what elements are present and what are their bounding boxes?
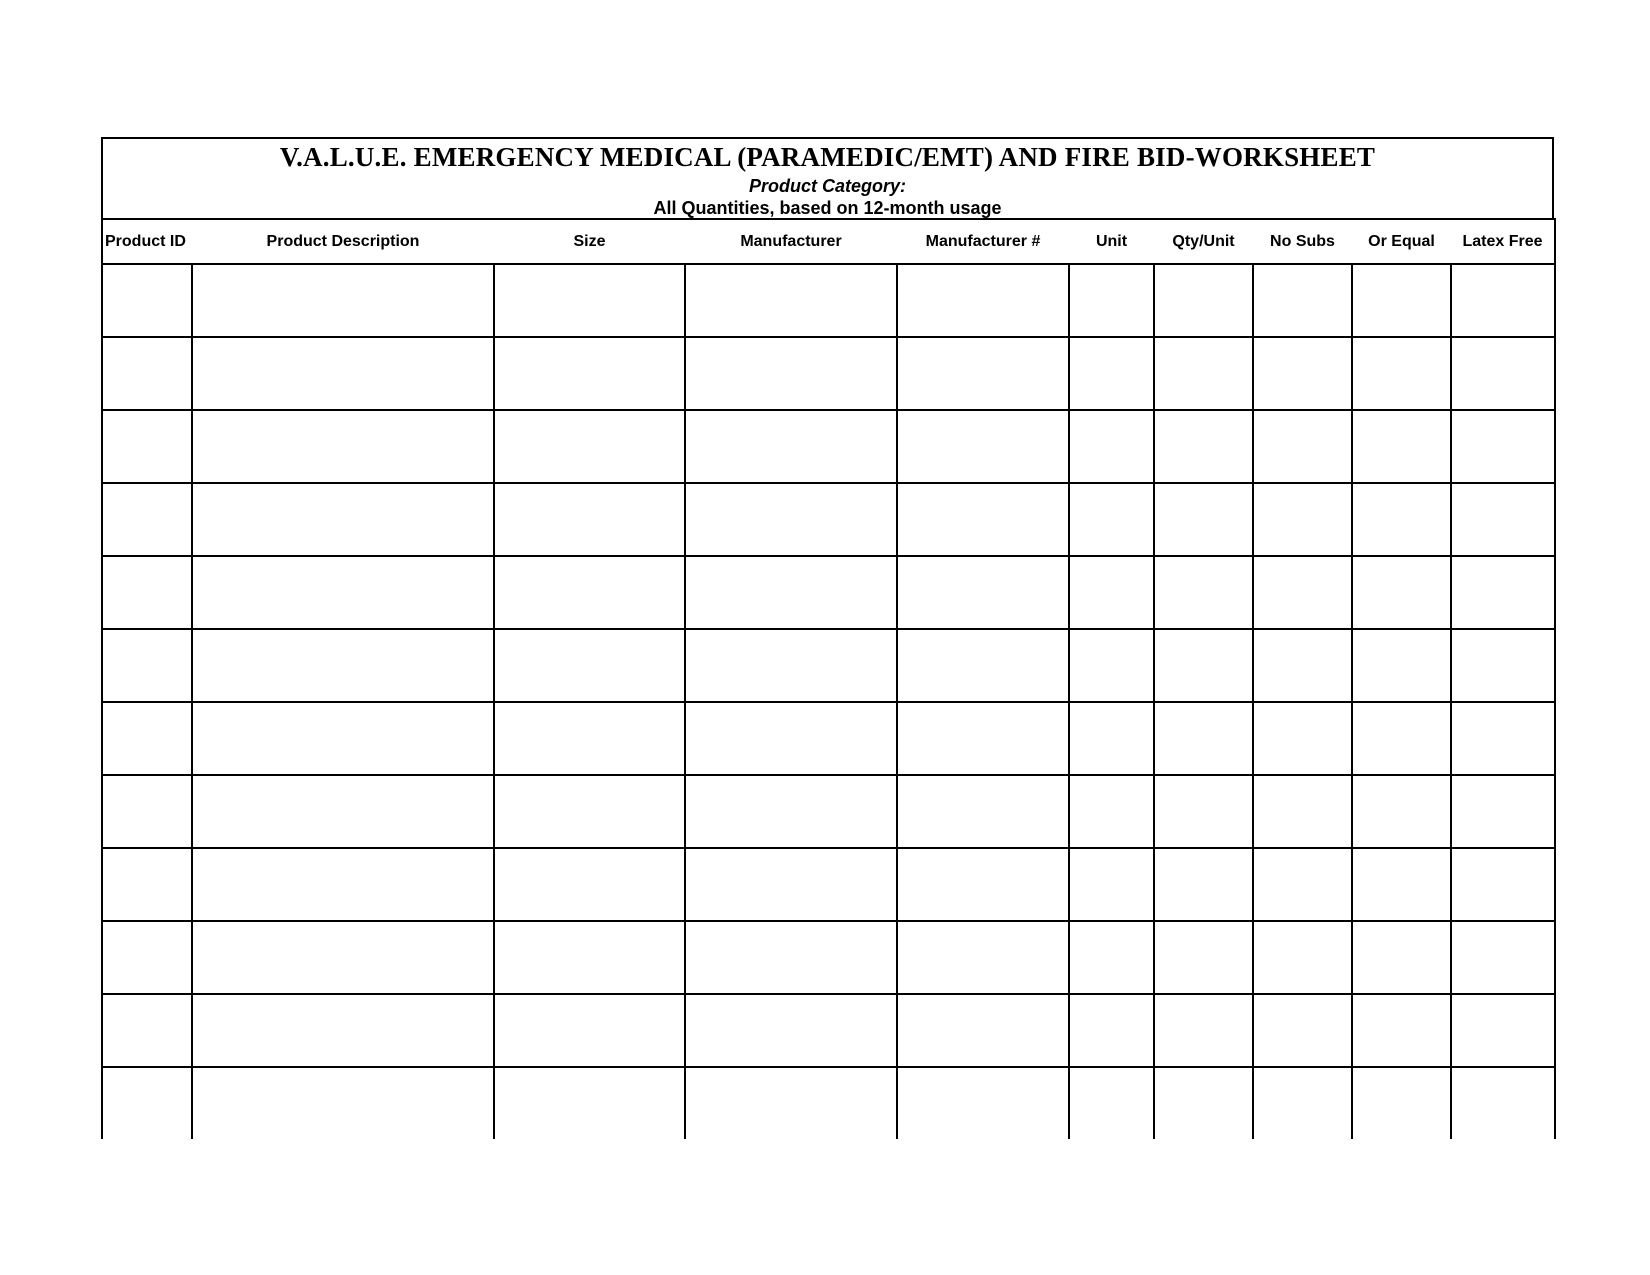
table-cell bbox=[685, 483, 897, 556]
table-cell bbox=[494, 264, 685, 337]
header-row bbox=[102, 219, 1555, 264]
table-cell bbox=[685, 848, 897, 921]
table-cell bbox=[1253, 702, 1352, 775]
table-cell bbox=[1451, 629, 1555, 702]
table-cell bbox=[192, 848, 494, 921]
table-cell bbox=[494, 921, 685, 994]
table-cell bbox=[1069, 994, 1154, 1067]
table-cell bbox=[1154, 410, 1253, 483]
table-cell bbox=[1352, 483, 1451, 556]
worksheet-header bbox=[101, 137, 1554, 218]
column-header-qty-unit: Qty/Unit bbox=[1154, 219, 1253, 264]
table-cell bbox=[897, 264, 1069, 337]
table-cell bbox=[897, 410, 1069, 483]
table-cell bbox=[1069, 410, 1154, 483]
table-row bbox=[102, 921, 1555, 994]
table-cell bbox=[192, 556, 494, 629]
table-cell bbox=[1154, 264, 1253, 337]
table-cell bbox=[494, 1067, 685, 1139]
table-cell bbox=[1069, 483, 1154, 556]
bid-worksheet bbox=[101, 137, 1554, 1139]
table-cell bbox=[102, 848, 192, 921]
table-cell bbox=[1154, 848, 1253, 921]
table-cell bbox=[1154, 483, 1253, 556]
table-cell bbox=[1352, 410, 1451, 483]
table-cell bbox=[1154, 1067, 1253, 1139]
table-cell bbox=[1352, 1067, 1451, 1139]
table-cell bbox=[102, 556, 192, 629]
table-cell bbox=[102, 1067, 192, 1139]
column-header-product-id: Product ID bbox=[102, 219, 192, 264]
table-cell bbox=[897, 629, 1069, 702]
table-cell bbox=[685, 994, 897, 1067]
table-cell bbox=[685, 264, 897, 337]
table-cell bbox=[1253, 264, 1352, 337]
table-cell bbox=[1352, 994, 1451, 1067]
table-cell bbox=[897, 848, 1069, 921]
table-cell bbox=[1069, 264, 1154, 337]
table-cell bbox=[1451, 556, 1555, 629]
table-cell bbox=[192, 1067, 494, 1139]
table-cell bbox=[494, 994, 685, 1067]
table-row bbox=[102, 264, 1555, 337]
table-cell bbox=[192, 629, 494, 702]
table-cell bbox=[897, 702, 1069, 775]
table-cell bbox=[1451, 483, 1555, 556]
table-cell bbox=[1451, 1067, 1555, 1139]
table-cell bbox=[897, 337, 1069, 410]
table-cell bbox=[1352, 337, 1451, 410]
table-cell bbox=[192, 483, 494, 556]
table-row bbox=[102, 483, 1555, 556]
column-header-manufacturer-number: Manufacturer # bbox=[897, 219, 1069, 264]
table-cell bbox=[1451, 264, 1555, 337]
table-cell bbox=[192, 921, 494, 994]
product-category-label: Product Category: bbox=[748, 176, 907, 196]
worksheet-table bbox=[101, 218, 1556, 1139]
table-cell bbox=[494, 629, 685, 702]
table-cell bbox=[192, 410, 494, 483]
table-cell bbox=[1154, 337, 1253, 410]
table-cell bbox=[102, 994, 192, 1067]
table-cell bbox=[1069, 1067, 1154, 1139]
table-cell bbox=[685, 337, 897, 410]
quantities-note: All Quantities, based on 12-month usage bbox=[653, 198, 1002, 218]
table-cell bbox=[1069, 337, 1154, 410]
table-cell bbox=[102, 775, 192, 848]
table-cell bbox=[1154, 702, 1253, 775]
table-cell bbox=[1253, 1067, 1352, 1139]
table-cell bbox=[1069, 775, 1154, 848]
table-cell bbox=[1069, 921, 1154, 994]
table-cell bbox=[1352, 921, 1451, 994]
table-cell bbox=[102, 921, 192, 994]
table-cell bbox=[1154, 994, 1253, 1067]
table-cell bbox=[685, 1067, 897, 1139]
table-row bbox=[102, 702, 1555, 775]
table-cell bbox=[685, 702, 897, 775]
column-header-manufacturer: Manufacturer bbox=[685, 219, 897, 264]
table-cell bbox=[1253, 629, 1352, 702]
table-cell bbox=[897, 1067, 1069, 1139]
table-cell bbox=[102, 483, 192, 556]
table-row bbox=[102, 556, 1555, 629]
table-cell bbox=[102, 337, 192, 410]
column-header-product-description: Product Description bbox=[192, 219, 494, 264]
table-cell bbox=[494, 848, 685, 921]
table-body bbox=[102, 264, 1555, 1139]
table-cell bbox=[102, 264, 192, 337]
table-cell bbox=[897, 556, 1069, 629]
column-header-unit: Unit bbox=[1069, 219, 1154, 264]
table-cell bbox=[1253, 921, 1352, 994]
table-cell bbox=[897, 921, 1069, 994]
table-cell bbox=[685, 775, 897, 848]
table-cell bbox=[1352, 556, 1451, 629]
table-cell bbox=[192, 264, 494, 337]
table-row bbox=[102, 629, 1555, 702]
table-cell bbox=[1253, 994, 1352, 1067]
table-cell bbox=[1451, 994, 1555, 1067]
table-cell bbox=[1154, 775, 1253, 848]
table-row bbox=[102, 848, 1555, 921]
table-cell bbox=[494, 337, 685, 410]
table-cell bbox=[1451, 410, 1555, 483]
table-cell bbox=[1253, 775, 1352, 848]
table-cell bbox=[1352, 702, 1451, 775]
table-cell bbox=[494, 556, 685, 629]
table-cell bbox=[685, 921, 897, 994]
table-cell bbox=[1352, 848, 1451, 921]
table-cell bbox=[1069, 629, 1154, 702]
table-cell bbox=[1352, 264, 1451, 337]
table-cell bbox=[192, 702, 494, 775]
table-cell bbox=[685, 629, 897, 702]
table-cell bbox=[897, 994, 1069, 1067]
column-header-size: Size bbox=[494, 219, 685, 264]
table-cell bbox=[1069, 702, 1154, 775]
table-cell bbox=[1069, 556, 1154, 629]
table-row bbox=[102, 1067, 1555, 1139]
table-cell bbox=[1154, 629, 1253, 702]
table-cell bbox=[1451, 848, 1555, 921]
table-cell bbox=[1451, 337, 1555, 410]
table-cell bbox=[102, 629, 192, 702]
worksheet-title: V.A.L.U.E. EMERGENCY MEDICAL (PARAMEDIC/EMT) AND FIRE BID-WORKSHEET bbox=[279, 142, 1376, 172]
table-cell bbox=[1069, 848, 1154, 921]
table-cell bbox=[494, 483, 685, 556]
table-cell bbox=[192, 337, 494, 410]
table-cell bbox=[1253, 337, 1352, 410]
column-header-or-equal: Or Equal bbox=[1352, 219, 1451, 264]
table-row bbox=[102, 994, 1555, 1067]
table-cell bbox=[1451, 921, 1555, 994]
table-cell bbox=[1154, 921, 1253, 994]
table-cell bbox=[897, 775, 1069, 848]
table-cell bbox=[494, 410, 685, 483]
table-cell bbox=[1253, 410, 1352, 483]
table-cell bbox=[1253, 556, 1352, 629]
table-cell bbox=[192, 994, 494, 1067]
table-cell bbox=[494, 775, 685, 848]
column-header-latex-free: Latex Free bbox=[1451, 219, 1555, 264]
table-cell bbox=[1352, 775, 1451, 848]
table-cell bbox=[494, 702, 685, 775]
table-row bbox=[102, 410, 1555, 483]
table-cell bbox=[102, 410, 192, 483]
table-row bbox=[102, 775, 1555, 848]
table-row bbox=[102, 337, 1555, 410]
column-header-no-subs: No Subs bbox=[1253, 219, 1352, 264]
table-cell bbox=[192, 775, 494, 848]
table-cell bbox=[1253, 483, 1352, 556]
table-cell bbox=[1253, 848, 1352, 921]
table-cell bbox=[1352, 629, 1451, 702]
table-cell bbox=[1154, 556, 1253, 629]
table-cell bbox=[897, 483, 1069, 556]
table-cell bbox=[1451, 702, 1555, 775]
table-cell bbox=[102, 702, 192, 775]
table-cell bbox=[685, 410, 897, 483]
table-cell bbox=[1451, 775, 1555, 848]
table-cell bbox=[685, 556, 897, 629]
